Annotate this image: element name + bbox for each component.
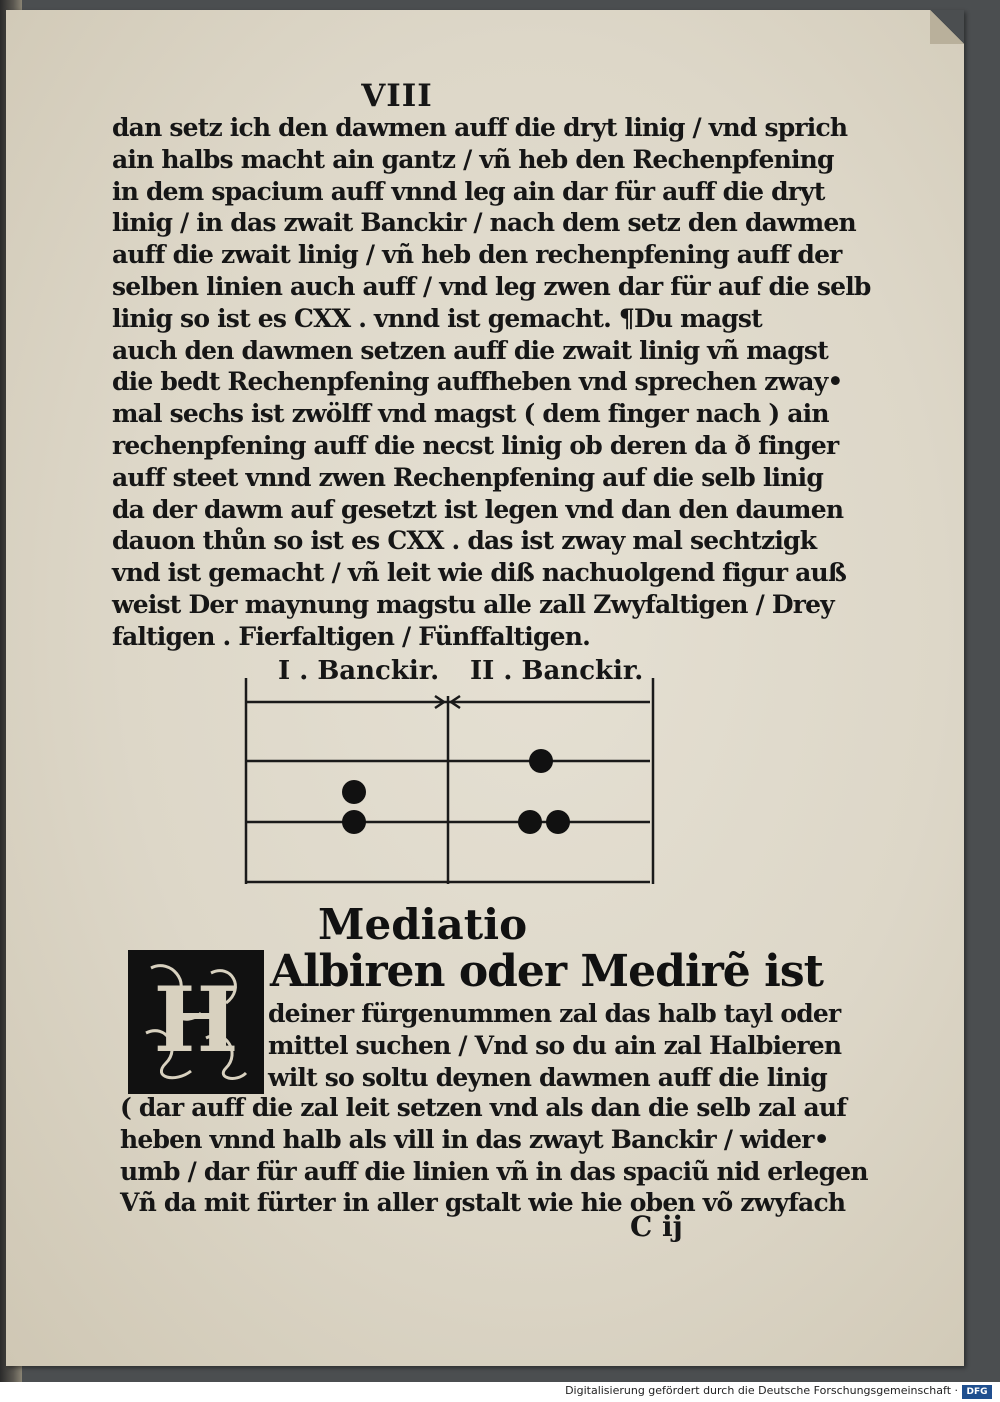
text-line: dan setz ich den dawmen auff die dryt linig / vnd sprich: [112, 113, 848, 142]
text-line: Vñ da mit fürter in aller gstalt wie hie oben võ zwyfach: [120, 1188, 846, 1218]
page-corner: [930, 10, 964, 44]
text-line: mittel suchen / Vnd so du ain zal Halbieren: [268, 1030, 842, 1060]
footer-credit: Digitalisierung gefördert durch die Deutsche Forschungsgemeinschaft ·: [565, 1384, 958, 1397]
text-line: in dem spacium auff vnnd leg ain dar für auff die dryt: [112, 176, 825, 206]
dfg-logo: DFG: [962, 1385, 992, 1399]
counter-bank2-line3-a: [518, 810, 542, 834]
paragraph-1: [112, 112, 871, 653]
decorated-initial: [128, 950, 264, 1094]
section-first-line: Albiren oder Medirẽ ist: [270, 946, 823, 997]
text-line: faltigen . Fierfaltigen / Fünffaltigen.: [112, 621, 591, 651]
main-text: [112, 78, 871, 653]
text-line: selben linien auch auff / vnd leg zwen dar für auf die selb: [112, 271, 871, 301]
text-line: deiner fürgenummen zal das halb tayl oder: [268, 999, 841, 1028]
folio-number: VIII: [361, 78, 433, 114]
counter-bank2-line3-b: [546, 810, 570, 834]
counter-bank1-space: [342, 780, 366, 804]
initial-ornament-icon: [131, 953, 261, 1091]
text-line: auch den dawmen setzen auff die zwait linig vñ magst: [112, 335, 828, 365]
section-heading: Mediatio: [318, 900, 528, 949]
bank-label-1: I . Banckir.: [278, 656, 440, 686]
text-line: ain halbs macht ain gantz / vñ heb den Rechenpfening: [112, 144, 834, 174]
text-line: linig so ist es CXX . vnnd ist gemacht. ¶Du magst: [112, 303, 762, 333]
signature-mark: C ij: [630, 1210, 683, 1243]
footer-bar: [0, 1382, 1000, 1402]
text-line: vnd ist gemacht / vñ leit wie diß nachuolgend figur auß: [112, 558, 847, 588]
text-line: umb / dar für auff die linien vñ in das spaciũ nid erlegen: [120, 1156, 868, 1186]
text-line: weist Der maynung magstu alle zall Zwyfaltigen / Drey: [112, 589, 834, 619]
text-line: ( dar auff die zal leit setzen vnd als dan die selb zal auf: [120, 1093, 847, 1122]
counting-board-diagram: [230, 656, 670, 896]
counter-bank2-line2: [529, 749, 553, 773]
svg-text:H: H: [153, 967, 239, 1073]
text-line: linig / in das zwait Banckir / nach dem setz den dawmen: [112, 208, 856, 238]
text-line: die bedt Rechenpfening auffheben vnd sprechen zway•: [112, 367, 843, 397]
text-line: dauon thůn so ist es CXX . das ist zway mal sechtzigk: [112, 526, 817, 556]
text-line: auff die zwait linig / vñ heb den rechenpfening auff der: [112, 240, 842, 270]
text-line: auff steet vnnd zwen Rechenpfening auf die selb linig: [112, 462, 824, 492]
paragraph-2-full: [120, 1092, 868, 1219]
text-line: heben vnnd halb als vill in das zwayt Banckir / wider•: [120, 1124, 829, 1154]
bank-label-2: II . Banckir.: [470, 656, 644, 686]
text-line: rechenpfening auff die necst linig ob deren da ð finger: [112, 430, 839, 460]
paragraph-2-indented: [268, 998, 842, 1093]
text-line: wilt so soltu deynen dawmen auff die linig: [268, 1062, 827, 1092]
text-line: mal sechs ist zwölff vnd magst ( dem finger nach ) ain: [112, 399, 829, 429]
counting-board-svg: [230, 656, 670, 896]
counter-bank1-line3: [342, 810, 366, 834]
text-line: da der dawm auf gesetzt ist legen vnd dan den daumen: [112, 494, 844, 524]
